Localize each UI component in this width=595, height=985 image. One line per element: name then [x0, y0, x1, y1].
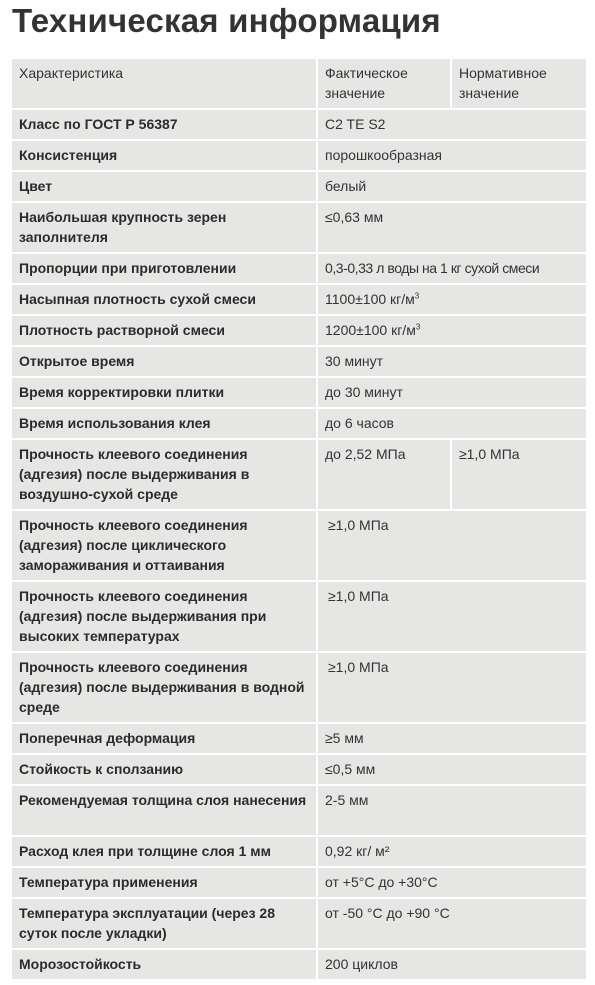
actual-value: C2 TE S2	[325, 116, 386, 132]
characteristic-cell: Консистенция	[11, 140, 317, 171]
characteristic-cell: Насыпная плотность сухой смеси	[11, 284, 317, 315]
actual-value-cell	[317, 785, 587, 836]
actual-value-cell	[317, 171, 587, 202]
characteristic-cell: Наибольшая крупность зерен заполнителя	[11, 202, 317, 253]
table-row	[11, 836, 587, 867]
actual-value: 1200±100 кг/м	[325, 322, 416, 338]
actual-value: 0,92 кг/ м²	[325, 843, 390, 859]
characteristic-cell: Плотность растворной смеси	[11, 315, 317, 346]
characteristic-cell: Открытое время	[11, 346, 317, 377]
actual-value: до 30 минут	[325, 384, 403, 400]
actual-value: ≤0,63 мм	[325, 209, 384, 225]
column-header-norm: Нормативное значение	[451, 58, 587, 109]
table-row	[11, 754, 587, 785]
actual-value: до 2,52 МПа	[325, 446, 406, 462]
characteristic-cell: Время использования клея	[11, 408, 317, 439]
characteristic-cell: Время корректировки плитки	[11, 377, 317, 408]
characteristic-cell: Рекомендуемая толщина слоя нанесения	[11, 785, 317, 836]
characteristic-cell: Прочность клеевого соединения (адгезия) после циклического замораживания и оттаивания	[11, 510, 317, 581]
actual-value: 1100±100 кг/м	[325, 291, 415, 307]
table-row	[11, 346, 587, 377]
actual-value-cell	[317, 253, 587, 284]
table-row	[11, 253, 587, 284]
column-header-actual: Фактическое значение	[317, 58, 451, 109]
actual-value-cell	[317, 898, 587, 949]
characteristic-cell: Стойкость к сползанию	[11, 754, 317, 785]
actual-value: от +5°C до +30°C	[325, 874, 438, 890]
actual-value-cell	[317, 109, 587, 140]
table-row	[11, 408, 587, 439]
actual-value-cell	[317, 836, 587, 867]
page-title: Техническая информация	[12, 2, 441, 39]
table-row	[11, 284, 587, 315]
table-row	[11, 510, 587, 581]
actual-value: ≥5 мм	[325, 730, 364, 746]
characteristic-cell: Пропорции при приготовлении	[11, 253, 317, 284]
norm-value-cell: ≥1,0 МПа	[451, 439, 587, 510]
actual-value: до 6 часов	[325, 415, 394, 431]
actual-value-cell	[317, 439, 451, 510]
table-row	[11, 581, 587, 652]
table-header-row	[11, 58, 587, 109]
characteristic-cell: Поперечная деформация	[11, 723, 317, 754]
actual-value: белый	[325, 178, 367, 194]
table-row	[11, 140, 587, 171]
table-row	[11, 867, 587, 898]
actual-value-cell	[317, 867, 587, 898]
actual-value: 2-5 мм	[325, 792, 369, 808]
table-row	[11, 202, 587, 253]
actual-value-cell	[317, 581, 587, 652]
actual-value: 30 минут	[325, 353, 384, 369]
characteristic-cell: Морозостойкость	[11, 949, 317, 980]
actual-value: ≥1,0 МПа	[328, 517, 389, 533]
table-row	[11, 109, 587, 140]
characteristic-cell: Класс по ГОСТ Р 56387	[11, 109, 317, 140]
actual-value-cell	[317, 315, 587, 346]
actual-value-cell	[317, 377, 587, 408]
table-row	[11, 377, 587, 408]
actual-value-cell	[317, 408, 587, 439]
actual-value-cell	[317, 346, 587, 377]
unit-superscript: 3	[414, 291, 420, 301]
actual-value: ≤0,5 мм	[325, 761, 376, 777]
table-row	[11, 723, 587, 754]
table-row	[11, 171, 587, 202]
actual-value-cell	[317, 202, 587, 253]
actual-value-cell	[317, 284, 587, 315]
characteristic-cell: Прочность клеевого соединения (адгезия) после выдерживания в воздушно-сухой среде	[11, 439, 317, 510]
characteristic-cell: Температура применения	[11, 867, 317, 898]
characteristic-cell: Расход клея при толщине слоя 1 мм	[11, 836, 317, 867]
characteristic-cell: Прочность клеевого соединения (адгезия) после выдерживания при высоких температурах	[11, 581, 317, 652]
unit-superscript: 3	[415, 322, 421, 332]
table-row	[11, 315, 587, 346]
actual-value: ≥1,0 МПа	[328, 588, 389, 604]
actual-value: 200 циклов	[325, 956, 398, 972]
actual-value-cell	[317, 510, 587, 581]
characteristic-cell: Температура эксплуатации (через 28 суток после укладки)	[11, 898, 317, 949]
actual-value-cell	[317, 949, 587, 980]
tech-spec-table	[10, 57, 588, 981]
table-row	[11, 439, 587, 510]
column-header-characteristic: Характеристика	[11, 58, 317, 109]
actual-value: ≥1,0 МПа	[328, 659, 389, 675]
actual-value-cell	[317, 723, 587, 754]
table-row	[11, 949, 587, 980]
actual-value-cell	[317, 754, 587, 785]
table-row	[11, 898, 587, 949]
actual-value: от -50 °C до +90 °C	[325, 905, 450, 921]
table-row	[11, 785, 587, 836]
characteristic-cell: Прочность клеевого соединения (адгезия) после выдерживания в водной среде	[11, 652, 317, 723]
actual-value: 0,3-0,33 л воды на 1 кг сухой смеси	[325, 260, 540, 276]
characteristic-cell: Цвет	[11, 171, 317, 202]
actual-value-cell	[317, 140, 587, 171]
table-row	[11, 652, 587, 723]
actual-value: порошкообразная	[325, 147, 442, 163]
actual-value-cell	[317, 652, 587, 723]
